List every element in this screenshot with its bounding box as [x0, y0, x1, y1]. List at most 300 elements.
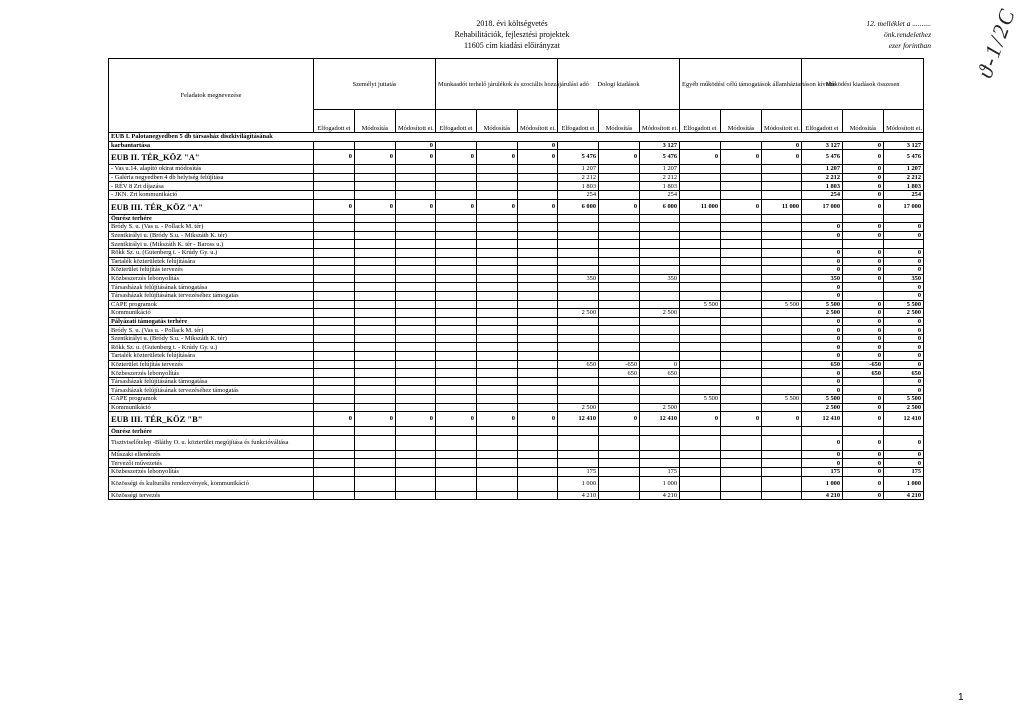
cell-2 — [396, 248, 436, 257]
row-label: karbantartása — [109, 141, 314, 150]
cell-5 — [518, 476, 558, 491]
cell-8 — [640, 257, 680, 266]
cell-12: 0 — [802, 343, 843, 352]
table-row — [109, 150, 924, 165]
table-row — [109, 257, 924, 266]
cell-3 — [436, 317, 477, 326]
cell-10 — [721, 223, 762, 232]
cell-12: 0 — [802, 459, 843, 468]
cell-10 — [721, 291, 762, 300]
cell-9 — [680, 343, 721, 352]
cell-3 — [436, 240, 477, 249]
cell-14: 2 500 — [884, 403, 924, 412]
row-label: Társasházak felújításának tervezéséhez támogatás — [109, 291, 314, 300]
cell-0 — [314, 309, 355, 318]
cell-10 — [721, 274, 762, 283]
cell-11 — [762, 223, 802, 232]
cell-10 — [721, 266, 762, 275]
cell-6 — [558, 240, 599, 249]
cell-11 — [762, 190, 802, 199]
cell-11: 11 000 — [762, 199, 802, 214]
cell-4 — [477, 343, 518, 352]
cell-2 — [396, 326, 436, 335]
cell-0 — [314, 266, 355, 275]
cell-7 — [599, 240, 640, 249]
cell-9 — [680, 450, 721, 459]
cell-2 — [396, 468, 436, 477]
cell-8: 6 000 — [640, 199, 680, 214]
cell-11 — [762, 326, 802, 335]
cell-1 — [355, 165, 396, 174]
cell-12 — [802, 240, 843, 249]
cell-6 — [558, 352, 599, 361]
cell-11: 0 — [762, 412, 802, 427]
cell-4 — [477, 491, 518, 500]
cell-0 — [314, 435, 355, 450]
cell-12: 650 — [802, 360, 843, 369]
cell-9 — [680, 231, 721, 240]
cell-13 — [843, 291, 884, 300]
cell-4 — [477, 386, 518, 395]
cell-11: 5 500 — [762, 300, 802, 309]
cell-0 — [314, 257, 355, 266]
cell-11 — [762, 427, 802, 436]
cell-1 — [355, 257, 396, 266]
cell-7 — [599, 165, 640, 174]
cell-4: 0 — [477, 412, 518, 427]
col-task: Feladatok megnevezése — [109, 59, 314, 133]
cell-3 — [436, 165, 477, 174]
cell-0 — [314, 459, 355, 468]
table-row — [109, 491, 924, 500]
cell-4: 0 — [477, 150, 518, 165]
cell-14: 12 410 — [884, 412, 924, 427]
cell-2: 0 — [396, 412, 436, 427]
cell-3 — [436, 291, 477, 300]
cell-8 — [640, 435, 680, 450]
cell-14: 17 000 — [884, 199, 924, 214]
cell-6: 2 500 — [558, 309, 599, 318]
row-label: Önrész terhére — [109, 427, 314, 436]
row-label: Tartalék közterületek felújítására — [109, 257, 314, 266]
cell-9 — [680, 435, 721, 450]
cell-6 — [558, 283, 599, 292]
cell-14: 0 — [884, 231, 924, 240]
cell-4 — [477, 317, 518, 326]
cell-4 — [477, 403, 518, 412]
row-label: - Vas u.14. alapító okirat módosítás — [109, 165, 314, 174]
cell-8 — [640, 214, 680, 223]
cell-2 — [396, 317, 436, 326]
cell-6: 5 476 — [558, 150, 599, 165]
cell-1: 0 — [355, 150, 396, 165]
cell-5 — [518, 468, 558, 477]
cell-7 — [599, 343, 640, 352]
cell-12: 0 — [802, 352, 843, 361]
table-row — [109, 199, 924, 214]
row-label: Társasházak felújításának támogatása — [109, 377, 314, 386]
cell-3 — [436, 476, 477, 491]
cell-7 — [599, 435, 640, 450]
cell-8: 650 — [640, 369, 680, 378]
cell-1 — [355, 450, 396, 459]
table-row — [109, 182, 924, 191]
cell-1 — [355, 240, 396, 249]
table-row — [109, 427, 924, 436]
cell-2: 0 — [396, 141, 436, 150]
cell-8 — [640, 317, 680, 326]
table-row — [109, 377, 924, 386]
cell-7 — [599, 491, 640, 500]
cell-8 — [640, 300, 680, 309]
cell-11 — [762, 266, 802, 275]
cell-7 — [599, 377, 640, 386]
cell-10 — [721, 326, 762, 335]
row-label: Rökk Sz. u. (Gutenberg t. - Krúdy Gy. u.) — [109, 248, 314, 257]
cell-3 — [436, 141, 477, 150]
cell-14 — [884, 427, 924, 436]
cell-7 — [599, 190, 640, 199]
table-row — [109, 309, 924, 318]
row-label: EUB II. TÉR_KÖZ "A" — [109, 150, 314, 165]
table-row — [109, 386, 924, 395]
cell-11 — [762, 343, 802, 352]
cell-2: 0 — [396, 199, 436, 214]
cell-5 — [518, 223, 558, 232]
cell-7 — [599, 223, 640, 232]
cell-1 — [355, 274, 396, 283]
cell-5 — [518, 435, 558, 450]
cell-11 — [762, 403, 802, 412]
cell-2 — [396, 427, 436, 436]
cell-6 — [558, 377, 599, 386]
cell-2 — [396, 190, 436, 199]
col-group-total: Működési kiadások összesen — [802, 59, 924, 110]
cell-3 — [436, 468, 477, 477]
cell-11 — [762, 248, 802, 257]
cell-5 — [518, 334, 558, 343]
table-row — [109, 300, 924, 309]
table-row — [109, 395, 924, 404]
cell-1 — [355, 223, 396, 232]
cell-7 — [599, 214, 640, 223]
cell-7 — [599, 476, 640, 491]
cell-0 — [314, 223, 355, 232]
cell-8 — [640, 266, 680, 275]
cell-4 — [477, 450, 518, 459]
cell-3 — [436, 491, 477, 500]
cell-8 — [640, 231, 680, 240]
cell-0 — [314, 214, 355, 223]
cell-1 — [355, 317, 396, 326]
table-body — [109, 133, 924, 500]
cell-14: 350 — [884, 274, 924, 283]
cell-13: 0 — [843, 435, 884, 450]
row-label: EUB I. Palotanegyedben 5 db társasház díszkivilágításának — [109, 133, 924, 142]
cell-2 — [396, 173, 436, 182]
cell-13: 0 — [843, 403, 884, 412]
cell-12: 0 — [802, 450, 843, 459]
cell-14: 0 — [884, 266, 924, 275]
cell-0 — [314, 352, 355, 361]
cell-8 — [640, 343, 680, 352]
cell-3 — [436, 274, 477, 283]
cell-4: 0 — [477, 199, 518, 214]
table-row — [109, 343, 924, 352]
cell-7 — [599, 395, 640, 404]
cell-0 — [314, 427, 355, 436]
cell-10 — [721, 334, 762, 343]
cell-10 — [721, 377, 762, 386]
cell-5 — [518, 386, 558, 395]
cell-6: 1 207 — [558, 165, 599, 174]
row-label: Közbeszerzés lebonyolítás — [109, 274, 314, 283]
cell-8: 1 000 — [640, 476, 680, 491]
cell-9 — [680, 248, 721, 257]
cell-13: 0 — [843, 231, 884, 240]
cell-11: 0 — [762, 141, 802, 150]
cell-14: 2 212 — [884, 173, 924, 182]
cell-4 — [477, 231, 518, 240]
cell-7 — [599, 326, 640, 335]
cell-3 — [436, 360, 477, 369]
cell-1 — [355, 427, 396, 436]
cell-2 — [396, 309, 436, 318]
cell-1 — [355, 343, 396, 352]
cell-8: 2 500 — [640, 309, 680, 318]
cell-4 — [477, 377, 518, 386]
cell-5 — [518, 231, 558, 240]
cell-12: 254 — [802, 190, 843, 199]
cell-4 — [477, 352, 518, 361]
cell-14: 0 — [884, 360, 924, 369]
cell-6 — [558, 141, 599, 150]
cell-7 — [599, 300, 640, 309]
cell-0 — [314, 182, 355, 191]
cell-10 — [721, 450, 762, 459]
col-group-material: Dologi kiadások — [558, 59, 680, 110]
cell-12: 0 — [802, 266, 843, 275]
cell-0: 0 — [314, 199, 355, 214]
table-row — [109, 291, 924, 300]
cell-6: 1 000 — [558, 476, 599, 491]
cell-12: 0 — [802, 326, 843, 335]
cell-5 — [518, 343, 558, 352]
cell-13: 0 — [843, 190, 884, 199]
cell-7: 0 — [599, 199, 640, 214]
cell-9 — [680, 403, 721, 412]
col-sub-0-2: Módosított ei. — [396, 110, 436, 133]
cell-2 — [396, 352, 436, 361]
cell-3 — [436, 403, 477, 412]
cell-3 — [436, 352, 477, 361]
cell-8: 5 476 — [640, 150, 680, 165]
cell-10 — [721, 459, 762, 468]
cell-6: 2 500 — [558, 403, 599, 412]
cell-8: 4 210 — [640, 491, 680, 500]
cell-5: 0 — [518, 141, 558, 150]
cell-3 — [436, 283, 477, 292]
cell-13 — [843, 283, 884, 292]
cell-13: 0 — [843, 395, 884, 404]
cell-9: 0 — [680, 150, 721, 165]
cell-10: 0 — [721, 199, 762, 214]
table-row — [109, 459, 924, 468]
annex-label: 12. melléklet a .......... — [866, 19, 931, 28]
cell-6 — [558, 386, 599, 395]
cell-8: 175 — [640, 468, 680, 477]
cell-10 — [721, 386, 762, 395]
cell-0 — [314, 326, 355, 335]
cell-6: 12 410 — [558, 412, 599, 427]
cell-9 — [680, 291, 721, 300]
cell-0 — [314, 317, 355, 326]
row-label: Közösségi tervezés — [109, 491, 314, 500]
cell-9 — [680, 309, 721, 318]
row-label: - RÉV 8 Zrt díjazása — [109, 182, 314, 191]
cell-4 — [477, 476, 518, 491]
cell-3 — [436, 326, 477, 335]
cell-6: 175 — [558, 468, 599, 477]
cell-4 — [477, 326, 518, 335]
cell-12: 2 500 — [802, 403, 843, 412]
cell-9 — [680, 165, 721, 174]
cell-2 — [396, 395, 436, 404]
cell-6 — [558, 266, 599, 275]
row-label: Közterület felújítás tervezés — [109, 360, 314, 369]
table-row — [109, 326, 924, 335]
cell-12: 0 — [802, 248, 843, 257]
col-sub-1-1: Módosítás — [477, 110, 518, 133]
budget-table — [108, 58, 924, 500]
cell-11 — [762, 352, 802, 361]
cell-12: 1 207 — [802, 165, 843, 174]
cell-11 — [762, 491, 802, 500]
cell-0 — [314, 300, 355, 309]
cell-3 — [436, 214, 477, 223]
cell-14: 5 500 — [884, 300, 924, 309]
cell-14: 0 — [884, 223, 924, 232]
cell-2 — [396, 165, 436, 174]
cell-3 — [436, 257, 477, 266]
cell-4 — [477, 435, 518, 450]
cell-1 — [355, 291, 396, 300]
row-label: - Galéria negyedben 4 db helyiség felújítása — [109, 173, 314, 182]
cell-5 — [518, 369, 558, 378]
cell-6 — [558, 317, 599, 326]
cell-6: 350 — [558, 274, 599, 283]
row-label: Társasházak felújításának tervezéséhez támogatás — [109, 386, 314, 395]
cell-10: 0 — [721, 150, 762, 165]
cell-6 — [558, 343, 599, 352]
cell-1 — [355, 173, 396, 182]
cell-10 — [721, 491, 762, 500]
cell-11 — [762, 334, 802, 343]
cell-11 — [762, 386, 802, 395]
cell-3: 0 — [436, 150, 477, 165]
decree-label: önk.rendelethez — [884, 30, 931, 39]
cell-14: 1 207 — [884, 165, 924, 174]
cell-3 — [436, 173, 477, 182]
cell-4 — [477, 248, 518, 257]
table-row — [109, 317, 924, 326]
cell-11 — [762, 240, 802, 249]
table-row — [109, 173, 924, 182]
cell-1 — [355, 300, 396, 309]
table-row — [109, 240, 924, 249]
cell-12 — [802, 214, 843, 223]
cell-8: 3 127 — [640, 141, 680, 150]
cell-1 — [355, 283, 396, 292]
cell-6 — [558, 427, 599, 436]
cell-2 — [396, 403, 436, 412]
cell-9 — [680, 223, 721, 232]
cell-9 — [680, 352, 721, 361]
cell-6 — [558, 450, 599, 459]
cell-1 — [355, 491, 396, 500]
col-sub-1-2: Módosított ei. — [518, 110, 558, 133]
cell-9 — [680, 459, 721, 468]
cell-14: 0 — [884, 386, 924, 395]
cell-1 — [355, 476, 396, 491]
row-label: Műszaki ellenőrzés — [109, 450, 314, 459]
cell-0 — [314, 377, 355, 386]
cell-6 — [558, 223, 599, 232]
cell-7 — [599, 283, 640, 292]
cell-7 — [599, 352, 640, 361]
cell-9 — [680, 360, 721, 369]
cell-0 — [314, 468, 355, 477]
cell-7 — [599, 309, 640, 318]
cell-4 — [477, 291, 518, 300]
cell-6 — [558, 326, 599, 335]
cell-12: 350 — [802, 274, 843, 283]
cell-4 — [477, 395, 518, 404]
cell-1 — [355, 309, 396, 318]
cell-14: 650 — [884, 369, 924, 378]
cell-4 — [477, 266, 518, 275]
cell-13: 0 — [843, 257, 884, 266]
row-label: Tisztviselőtelep -Bláthy O. u. közterület megújítása és funkcióváltása — [109, 435, 314, 450]
cell-7 — [599, 386, 640, 395]
cell-5 — [518, 377, 558, 386]
cell-10 — [721, 141, 762, 150]
row-label: - JKN. Zrt kommunikáció — [109, 190, 314, 199]
cell-4 — [477, 274, 518, 283]
cell-10 — [721, 435, 762, 450]
cell-2 — [396, 283, 436, 292]
cell-8 — [640, 377, 680, 386]
cell-1 — [355, 326, 396, 335]
cell-1 — [355, 403, 396, 412]
table-row — [109, 133, 924, 142]
col-sub-2-2: Módosított ei. — [640, 110, 680, 133]
cell-11 — [762, 476, 802, 491]
cell-7 — [599, 141, 640, 150]
cell-7 — [599, 182, 640, 191]
cell-11 — [762, 165, 802, 174]
cell-0 — [314, 283, 355, 292]
header-row-groups — [109, 59, 924, 110]
cell-11 — [762, 369, 802, 378]
row-label: Pályázati támogatás terhére — [109, 317, 314, 326]
cell-9 — [680, 141, 721, 150]
row-label: Rökk Sz. u. (Gutenberg t. - Krúdy Gy. u.) — [109, 343, 314, 352]
cell-14: 0 — [884, 459, 924, 468]
cell-14: 1 000 — [884, 476, 924, 491]
cell-13 — [843, 386, 884, 395]
col-group-contributions: Munkaadót terhelő járulékok és szociális hozzájárulási adó — [436, 59, 558, 110]
